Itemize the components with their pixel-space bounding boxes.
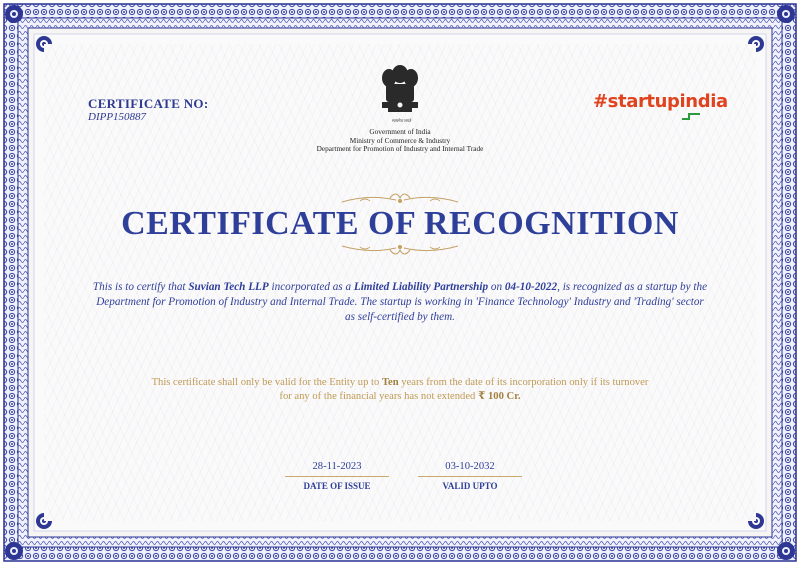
turnover-limit: ₹ 100 Cr.: [477, 390, 521, 402]
bottom-ornament: [340, 238, 460, 258]
incorporation-date: 04-10-2022: [504, 281, 558, 293]
statement-part: incorporated as a: [268, 281, 354, 293]
date-of-issue-block: [285, 461, 389, 491]
government-line: Government of India: [369, 127, 431, 136]
validity-part: years from the date of its incorporation only if its turnover for any of the financial years has not extended: [279, 377, 649, 402]
valid-upto-label: VALID UPTO: [442, 481, 498, 491]
valid-upto-block: [418, 461, 522, 491]
state-emblem-icon: [374, 60, 426, 126]
validity-statement: [150, 376, 650, 403]
startup-india-logo-text: #startupindia: [593, 91, 728, 112]
startup-india-logo: [593, 91, 733, 123]
certificate-title: CERTIFICATE OF RECOGNITION: [121, 205, 679, 242]
certificate-number-value: DIPP150887: [88, 111, 147, 123]
company-name: Suvian Tech LLP: [188, 281, 269, 293]
statement-part: , is recognized as a startup by the Department for Promotion of Industry and Internal Trade. The startup is working in 'Finance Technology' Industry and 'Trading' sector as self-certified by them.: [96, 281, 708, 323]
validity-part: This certificate shall only be valid for the Entity up to: [151, 377, 382, 388]
valid-upto-value: 03-10-2032: [418, 461, 522, 477]
emblem-caption: सत्यमेव जयते: [392, 118, 412, 123]
certification-statement: [90, 280, 710, 325]
validity-years: Ten: [381, 377, 399, 388]
department-line: Department for Promotion of Industry and Internal Trade: [316, 144, 484, 154]
ministry-line: Ministry of Commerce & Industry: [349, 135, 451, 145]
government-heading: [280, 128, 520, 154]
certificate-number-label: CERTIFICATE NO:: [88, 96, 209, 111]
statement-part: on: [488, 281, 505, 293]
entity-type: Limited Liability Partnership: [353, 281, 489, 293]
startup-india-arrow-icon: [681, 110, 701, 120]
issue-date-value: 28-11-2023: [285, 461, 389, 477]
statement-part: This is to certify that: [92, 281, 189, 293]
issue-date-label: DATE OF ISSUE: [303, 481, 371, 491]
